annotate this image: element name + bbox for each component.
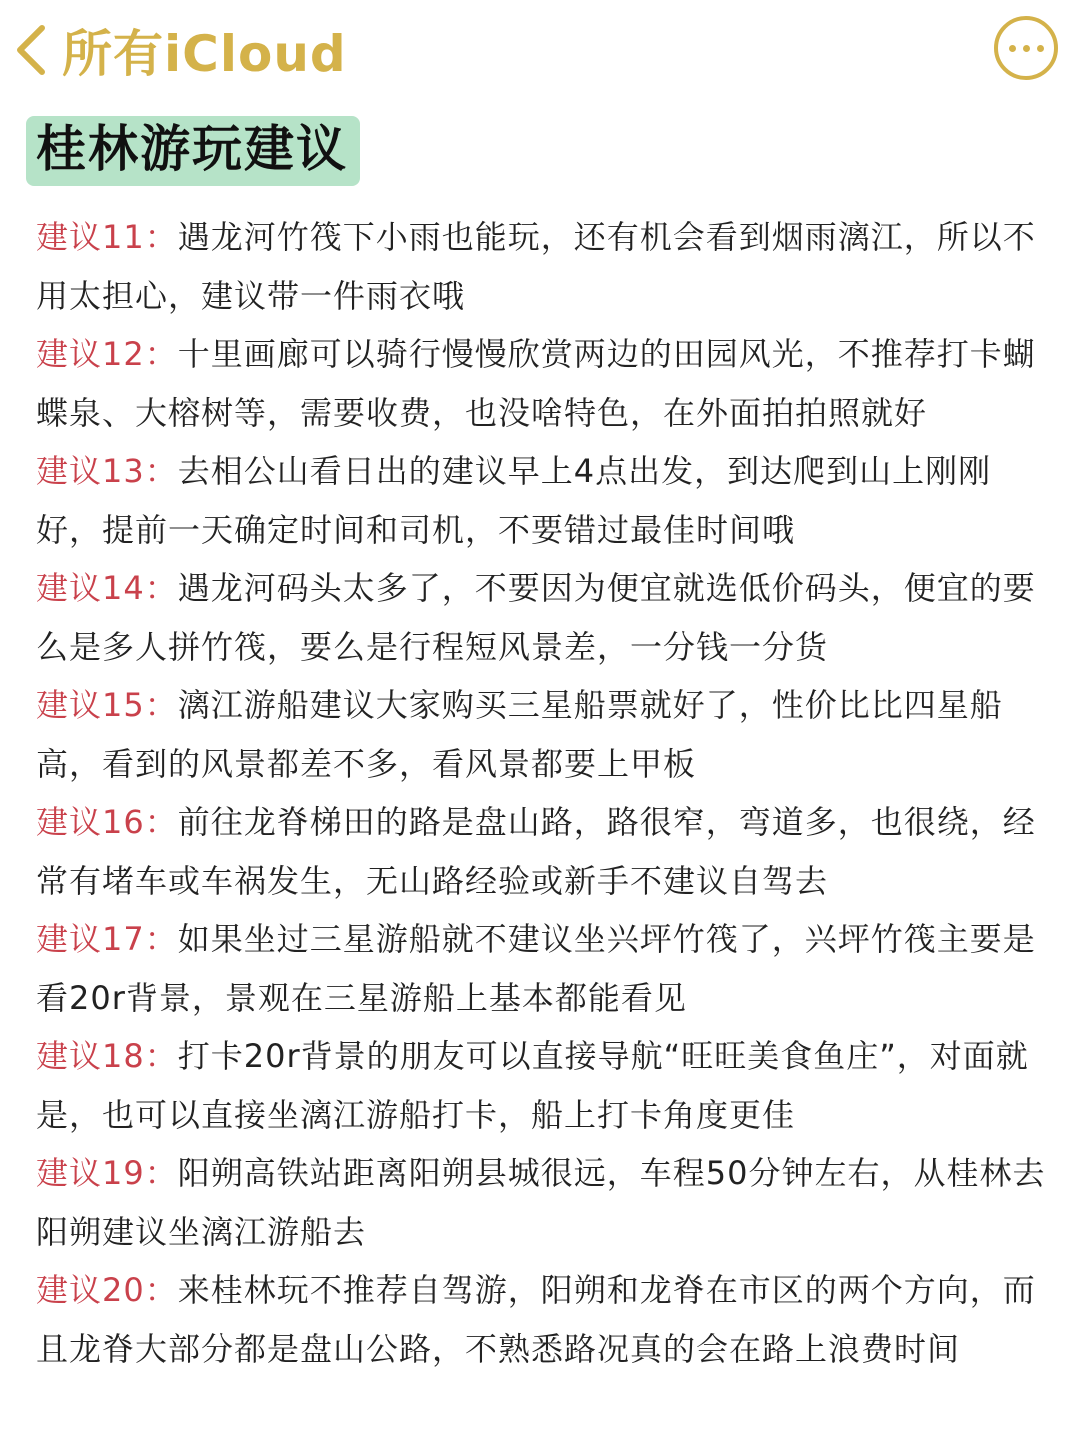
tip-label: 建议16： [36,803,178,841]
tip-text: 十里画廊可以骑行慢慢欣赏两边的田园风光，不推荐打卡蝴蝶泉、大榕树等，需要收费，也没啥特色，在外面拍拍照就好 [36,335,1036,432]
tip-text: 前往龙脊梯田的路是盘山路，路很窄，弯道多，也很绕，经常有堵车或车祸发生，无山路经验或新手不建议自驾去 [36,803,1036,900]
tip-paragraph [36,208,1054,325]
tip-text: 来桂林玩不推荐自驾游，阳朔和龙脊在市区的两个方向，而且龙脊大部分都是盘山公路，不熟悉路况真的会在路上浪费时间 [36,1271,1036,1368]
tip-text: 如果坐过三星游船就不建议坐兴坪竹筏了，兴坪竹筏主要是看20r背景，景观在三星游船上基本都能看见 [36,920,1036,1017]
tip-label: 建议18： [36,1037,178,1075]
tip-label: 建议17： [36,920,178,958]
tip-paragraph [36,910,1054,1027]
tip-paragraph [36,1144,1054,1261]
back-button[interactable] [14,18,347,82]
chevron-left-icon [14,24,48,76]
navigation-bar [0,0,1080,100]
tip-label: 建议14： [36,569,178,607]
note-title-highlight [26,116,360,186]
tip-text: 阳朔高铁站距离阳朔县城很远，车程50分钟左右，从桂林去阳朔建议坐漓江游船去 [36,1154,1046,1251]
tip-label: 建议13： [36,452,178,490]
tip-text: 漓江游船建议大家购买三星船票就好了，性价比比四星船高，看到的风景都差不多，看风景都要上甲板 [36,686,1003,783]
tip-text: 遇龙河码头太多了，不要因为便宜就选低价码头，便宜的要么是多人拼竹筏，要么是行程短风景差，一分钱一分货 [36,569,1036,666]
tip-paragraph [36,793,1054,910]
tip-text: 遇龙河竹筏下小雨也能玩，还有机会看到烟雨漓江，所以不用太担心，建议带一件雨衣哦 [36,218,1036,315]
tip-label: 建议12： [36,335,178,373]
more-icon-dot [1037,45,1044,52]
tip-paragraph [36,1027,1054,1144]
tip-text: 去相公山看日出的建议早上4点出发，到达爬到山上刚刚好，提前一天确定时间和司机，不要错过最佳时间哦 [36,452,992,549]
note-body [36,208,1054,1378]
more-icon-dot [1023,45,1030,52]
tip-paragraph [36,1261,1054,1378]
more-icon [1009,45,1016,52]
tip-label: 建议20： [36,1271,178,1309]
tip-paragraph [36,442,1054,559]
more-button[interactable] [994,16,1058,80]
tip-text: 打卡20r背景的朋友可以直接导航“旺旺美食鱼庄”，对面就是，也可以直接坐漓江游船打卡，船上打卡角度更佳 [36,1037,1029,1134]
tip-paragraph [36,559,1054,676]
tip-label: 建议11： [36,218,178,256]
note-title: 桂林游玩建议 [36,120,348,178]
tip-paragraph [36,676,1054,793]
tip-label: 建议19： [36,1154,178,1192]
back-label: 所有iCloud [62,25,347,83]
tip-label: 建议15： [36,686,178,724]
tip-paragraph [36,325,1054,442]
